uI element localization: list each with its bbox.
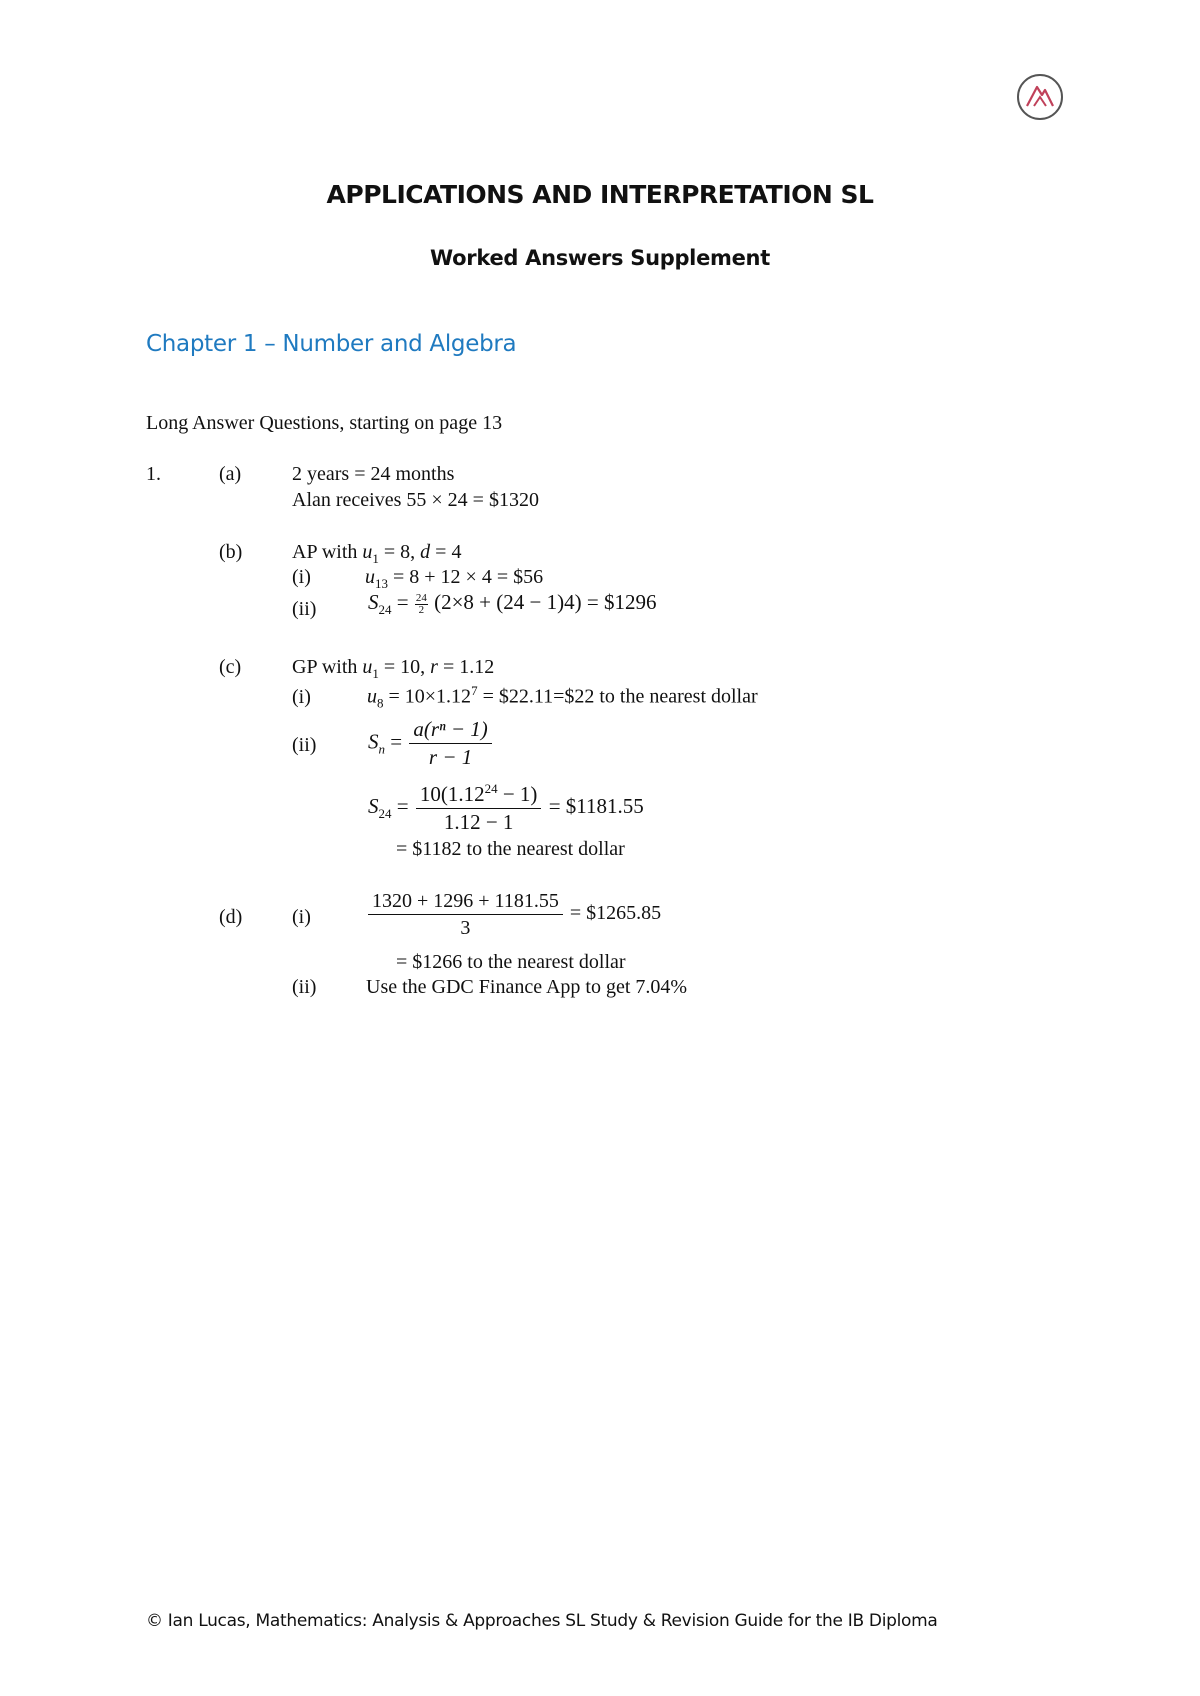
page-subtitle: Worked Answers Supplement xyxy=(430,246,770,270)
part-b-ii-answer: $S_{24}$ = $\frac{24}{2}$ (2×8 + (24 − 1)4) = $1296 xyxy=(368,590,657,618)
part-c-label: (c) xyxy=(219,656,242,678)
part-a-line2: Alan receives 55 × 24 = $1320 xyxy=(292,489,539,511)
part-d-i-calculation: $\frac{1320 + 1296 + 1181.55}{3}$ = $1265.85 xyxy=(366,890,661,939)
part-d-i-rounded: = $1266 to the nearest dollar xyxy=(396,951,626,973)
chapter-heading: Chapter 1 – Number and Algebra xyxy=(146,331,517,357)
part-b-ii-label: (ii) xyxy=(292,598,317,620)
part-c-ii-calculation: $S_{24}$ = $\frac{10(1.12^{24} - 1)}{1.12 - 1}$ = $1181.55 xyxy=(368,781,644,835)
part-c-ii-rounded: = $1182 to the nearest dollar xyxy=(396,838,625,860)
part-d-i-label: (i) xyxy=(292,906,311,928)
part-d-label: (d) xyxy=(219,906,243,928)
mountain-logo-icon xyxy=(1016,73,1064,121)
part-d-ii-label: (ii) xyxy=(292,976,317,998)
part-b-i-label: (i) xyxy=(292,566,311,588)
part-c-i-answer: $u_8 = 10\times 1.12^7$ = $22.11=$22 to the nearest dollar xyxy=(367,683,758,711)
part-c-intro: GP with $u_1 = 10$, r = 1.12 xyxy=(292,656,495,681)
page-title: APPLICATIONS AND INTERPRETATION SL xyxy=(326,180,874,209)
part-b-intro: AP with $u_1 = 8$, d = 4 xyxy=(292,541,462,566)
part-c-ii-formula: $S_n$ = $\frac{\text{a(rⁿ − 1)}}{r - 1}$ xyxy=(368,718,494,769)
intro-text: Long Answer Questions, starting on page 13 xyxy=(146,412,503,434)
part-c-ii-label: (ii) xyxy=(292,734,317,756)
part-a-label: (a) xyxy=(219,463,242,485)
part-d-ii-text: Use the GDC Finance App to get 7.04% xyxy=(366,976,688,998)
part-c-i-label: (i) xyxy=(292,686,311,708)
copyright-footer: © Ian Lucas, Mathematics: Analysis & Approaches SL Study & Revision Guide for the IB Diploma xyxy=(146,1611,938,1631)
part-a-line1: 2 years = 24 months xyxy=(292,463,455,485)
part-b-i-answer: $u_{13} = 8 + 12 \times 4$ = $56 xyxy=(365,566,544,591)
question-number: 1. xyxy=(146,463,161,485)
part-b-label: (b) xyxy=(219,541,243,563)
